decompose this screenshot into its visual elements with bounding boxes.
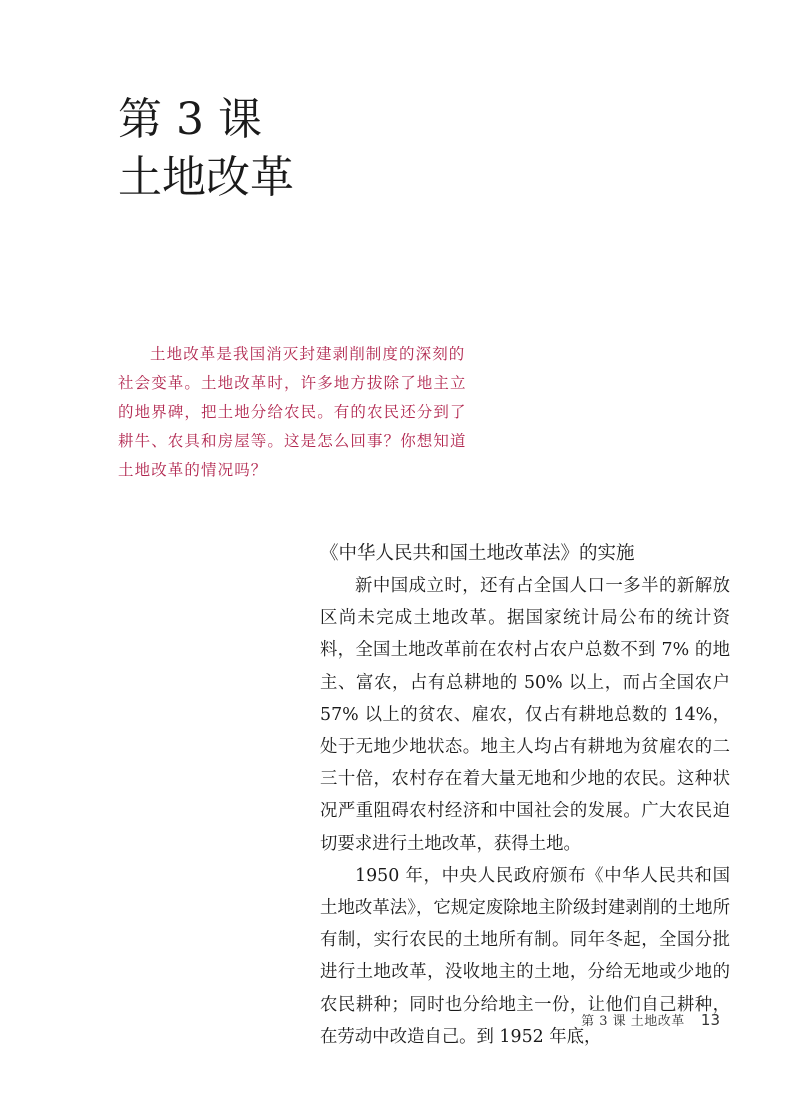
lesson-number: 第 3 课: [118, 94, 262, 145]
body-paragraph: 新中国成立时，还有占全国人口一多半的新解放区尚未完成土地改革。据国家统计局公布的统计资料，全国土地改革前在农村占农户总数不到 7% 的地主、富农，占有总耕地的 50% 以上，而占全国农户 57% 以上的贫农、雇农，仅占有耕地总数的 14%，处于无地少地状态。地主人均占有耕地为贫雇农的二三十倍，农村存在着大量无地和少地的农民。这种状况严重阻碍农村经济和中国社会的发展。广大农民迫切要求进行土地改革，获得土地。: [320, 576, 730, 854]
page-number: 13: [700, 1011, 720, 1029]
body-paragraph: 1950 年，中央人民政府颁布《中华人民共和国土地改革法》，它规定废除地主阶级封建剥削的土地所有制，实行农民的土地所有制。同年冬起，全国分批进行土地改革，没收地主的土地，分给无地或少地的农民耕种；同时也分给地主一份，让他们自己耕种，在劳动中改造自己。到 1952 年底，: [320, 865, 730, 1047]
section-heading: 《中华人民共和国土地改革法》的实施: [320, 543, 635, 564]
lesson-title: 土地改革: [118, 152, 294, 203]
intro-paragraph: 土地改革是我国消灭封建剥削制度的深刻的社会变革。土地改革时，许多地方拔除了地主立的地界碑，把土地分给农民。有的农民还分到了耕牛、农具和房屋等。这是怎么回事？你想知道土地改革的情况吗？: [118, 345, 467, 479]
running-title: 第 3 课 土地改革: [581, 1014, 685, 1029]
section-body: [320, 570, 730, 1053]
page-footer: [581, 1008, 720, 1034]
